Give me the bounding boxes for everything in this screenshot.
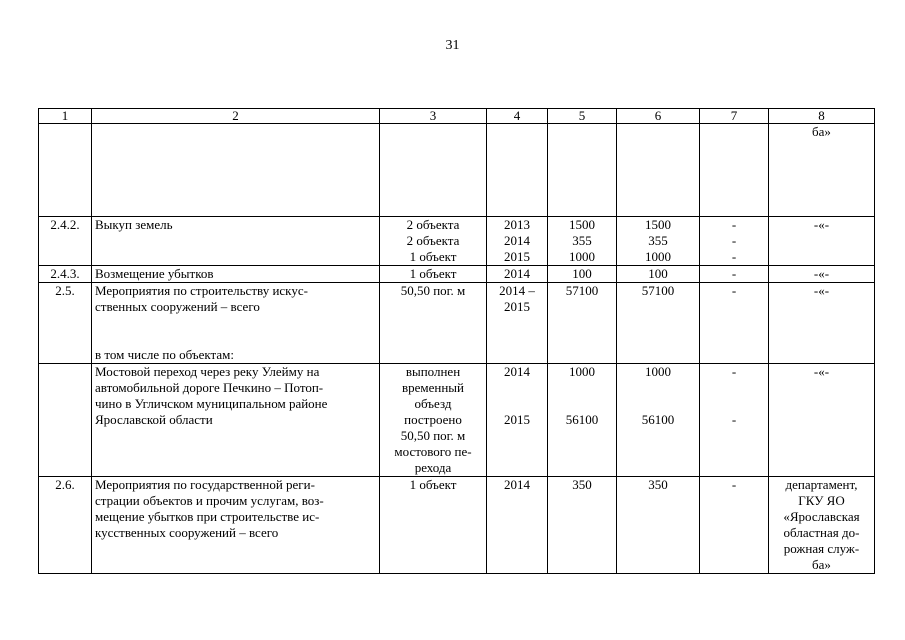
cell-line: 350: [572, 477, 592, 492]
cell-line: ба»: [812, 124, 831, 139]
cell-line: -«-: [813, 364, 830, 379]
cell-line: [620, 396, 696, 412]
volume-cell: [380, 364, 487, 477]
cell-line: [620, 380, 696, 396]
cell-line: 350: [648, 477, 668, 492]
table-row: [39, 283, 875, 364]
header-cell: 2: [92, 109, 380, 124]
cell-line: 2014: [504, 266, 530, 281]
table-row: [39, 364, 875, 477]
executor-cell: [769, 217, 875, 266]
cell-line: 2014: [504, 364, 530, 379]
cell-line: 2 объекта: [406, 217, 460, 232]
cell-line: Мостовой переход через реку Улейму на: [95, 364, 320, 379]
cell-line: [551, 380, 613, 396]
year-cell: [487, 283, 548, 364]
amount-cell: [617, 283, 700, 364]
volume-cell: [380, 283, 487, 364]
cell-line: -: [731, 233, 737, 248]
amount-cell: [548, 477, 617, 574]
executor-cell: [769, 266, 875, 283]
description-cell: [92, 364, 380, 477]
cell-line: 1000: [569, 249, 595, 264]
cell-line: выполнен: [405, 364, 461, 379]
amount-cell: [617, 266, 700, 283]
volume-cell: [380, 477, 487, 574]
cell-line: построено: [404, 412, 462, 427]
cell-line: 2013: [504, 217, 530, 232]
header-cell: 4: [487, 109, 548, 124]
cell-line: страции объектов и прочим услугам, воз-: [95, 493, 324, 508]
cell-line: [95, 331, 376, 347]
table-row: [39, 217, 875, 266]
amount-cell: [700, 266, 769, 283]
cell-line: [703, 396, 765, 412]
cell-line: 2015: [504, 412, 530, 427]
cell-line: 1000: [569, 364, 595, 379]
row-number-cell: [39, 364, 92, 477]
row-number-cell: [39, 266, 92, 283]
description-cell: [92, 124, 380, 217]
cell-line: кусственных сооружений – всего: [95, 525, 279, 540]
description-cell: [92, 283, 380, 364]
volume-cell: [380, 217, 487, 266]
header-cell: 5: [548, 109, 617, 124]
executor-cell: [769, 364, 875, 477]
cell-line: временный: [401, 380, 464, 395]
executor-cell: [769, 477, 875, 574]
cell-line: Выкуп земель: [95, 217, 173, 232]
year-cell: [487, 266, 548, 283]
year-cell: [487, 217, 548, 266]
cell-line: 2014: [504, 477, 530, 492]
cell-line: 1500: [645, 217, 671, 232]
amount-cell: [617, 364, 700, 477]
cell-line: 355: [648, 233, 668, 248]
description-cell: [92, 266, 380, 283]
table-row: [39, 124, 875, 217]
amount-cell: [700, 364, 769, 477]
amount-cell: [548, 124, 617, 217]
cell-line: 2015: [504, 249, 530, 264]
amount-cell: [548, 283, 617, 364]
cell-line: 56100: [641, 412, 675, 427]
table-row: [39, 477, 875, 574]
cell-line: мещение убытков при строительстве ис-: [95, 509, 320, 524]
description-cell: [92, 217, 380, 266]
cell-line: рожная служ-: [783, 541, 860, 556]
description-cell: [92, 477, 380, 574]
cell-line: мостового пе-: [394, 444, 472, 459]
cell-line: [490, 396, 544, 412]
cell-line: 57100: [641, 283, 675, 298]
amount-cell: [700, 217, 769, 266]
header-cell: 8: [769, 109, 875, 124]
cell-line: «Ярославская: [783, 509, 860, 524]
year-cell: [487, 477, 548, 574]
cell-line: 57100: [565, 283, 599, 298]
cell-line: 100: [648, 266, 668, 281]
cell-line: -: [731, 364, 737, 379]
cell-line: Возмещение убытков: [95, 266, 214, 281]
cell-line: 2 объекта: [406, 233, 460, 248]
cell-line: 2015: [504, 299, 530, 314]
cell-line: 100: [572, 266, 592, 281]
cell-line: Мероприятия по государственной реги-: [95, 477, 315, 492]
amount-cell: [548, 217, 617, 266]
year-cell: [487, 124, 548, 217]
cell-line: областная до-: [783, 525, 860, 540]
cell-line: [551, 396, 613, 412]
cell-line: 56100: [565, 412, 599, 427]
cell-line: объезд: [414, 396, 452, 411]
cell-line: 2014: [504, 233, 530, 248]
executor-cell: [769, 124, 875, 217]
cell-line: 2.5.: [55, 283, 75, 298]
cell-line: [490, 380, 544, 396]
cell-line: чино в Угличском муниципальном районе: [95, 396, 328, 411]
cell-line: -: [731, 249, 737, 264]
header-cell: 7: [700, 109, 769, 124]
cell-line: [703, 380, 765, 396]
header-cell: 1: [39, 109, 92, 124]
row-number-cell: [39, 477, 92, 574]
amount-cell: [700, 477, 769, 574]
row-number-cell: [39, 124, 92, 217]
cell-line: рехода: [414, 460, 452, 475]
amount-cell: [548, 364, 617, 477]
amount-cell: [617, 124, 700, 217]
amount-cell: [617, 477, 700, 574]
cell-line: -«-: [813, 217, 830, 232]
cell-line: Мероприятия по строительству искус-: [95, 283, 308, 298]
amount-cell: [617, 217, 700, 266]
volume-cell: [380, 266, 487, 283]
cell-line: 1000: [645, 249, 671, 264]
cell-line: -: [731, 477, 737, 492]
cell-line: департамент,: [785, 477, 858, 492]
cell-line: 2.4.2.: [50, 217, 80, 232]
table-row: [39, 266, 875, 283]
row-number-cell: [39, 217, 92, 266]
header-cell: 6: [617, 109, 700, 124]
cell-line: -«-: [813, 283, 830, 298]
amount-cell: [700, 124, 769, 217]
cell-line: Ярославской области: [95, 412, 213, 427]
cell-line: [95, 315, 376, 331]
cell-line: -: [731, 283, 737, 298]
cell-line: 2.4.3.: [50, 266, 80, 281]
cell-line: в том числе по объектам:: [95, 347, 234, 362]
cell-line: 355: [572, 233, 592, 248]
budget-table: [38, 108, 875, 574]
cell-line: 50,50 пог. м: [400, 428, 466, 443]
cell-line: -«-: [813, 266, 830, 281]
cell-line: 50,50 пог. м: [400, 283, 466, 298]
header-cell: 3: [380, 109, 487, 124]
year-cell: [487, 364, 548, 477]
table-header-row: [39, 109, 875, 124]
amount-cell: [548, 266, 617, 283]
cell-line: 2.6.: [55, 477, 75, 492]
volume-cell: [380, 124, 487, 217]
executor-cell: [769, 283, 875, 364]
cell-line: 1000: [645, 364, 671, 379]
cell-line: 1 объект: [409, 477, 457, 492]
row-number-cell: [39, 283, 92, 364]
cell-line: 1 объект: [409, 249, 457, 264]
cell-line: 1 объект: [409, 266, 457, 281]
amount-cell: [700, 283, 769, 364]
cell-line: -: [731, 217, 737, 232]
cell-line: автомобильной дороге Печкино – Потоп-: [95, 380, 324, 395]
cell-line: ГКУ ЯО: [798, 493, 845, 508]
cell-line: 2014 –: [499, 283, 535, 298]
cell-line: -: [731, 266, 737, 281]
cell-line: -: [731, 412, 737, 427]
cell-line: ственных сооружений – всего: [95, 299, 260, 314]
cell-line: ба»: [812, 557, 831, 572]
cell-line: 1500: [569, 217, 595, 232]
page-number: 31: [445, 38, 460, 53]
